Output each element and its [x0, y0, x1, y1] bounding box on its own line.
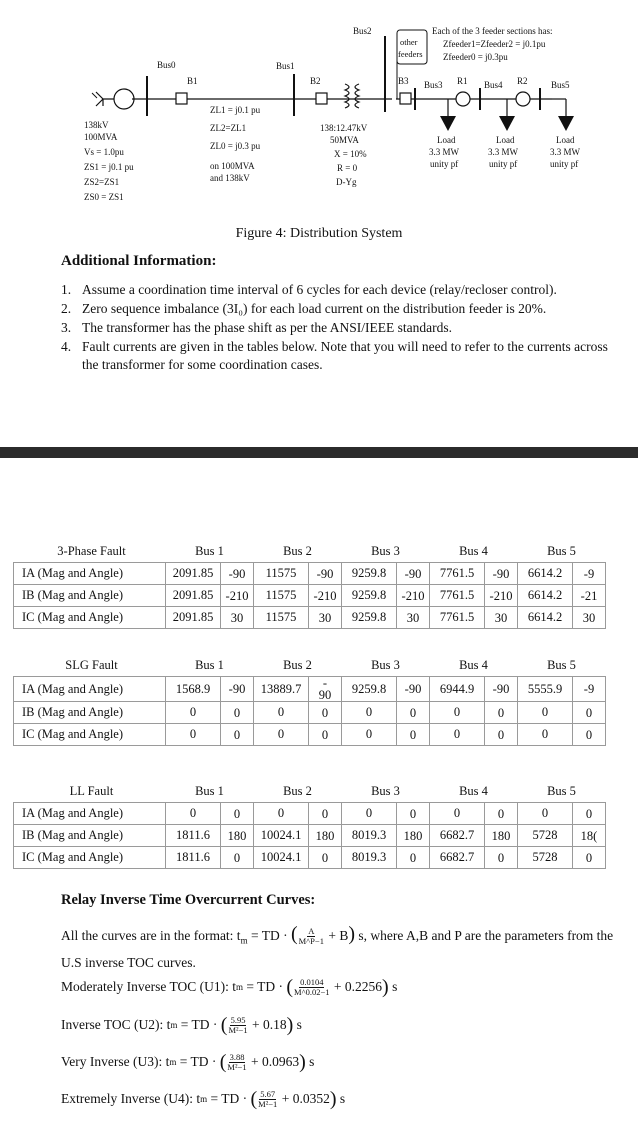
magnitude-cell: 6682.7 [430, 825, 485, 847]
info-item [61, 300, 621, 318]
close-paren: ) [286, 1014, 294, 1036]
magnitude-cell: 6614.2 [518, 585, 573, 607]
recloser-r1-label: R1 [457, 76, 468, 86]
bus-header: Bus 4 [430, 781, 518, 803]
angle-cell: - 90 [309, 677, 342, 702]
fraction-denominator: M^0.02−1 [294, 986, 330, 997]
relay-curves-intro: All the curves are in the format: $t_m$ = TD · ( $\frac{A}{M\^{}P-1}$ + B) s, where A,B and P are the parameters from the U.S inverse TOC curves. [61, 923, 614, 970]
magnitude-cell: 11575 [254, 563, 309, 585]
info-item-text: Fault currents are given in the tables below. Note that you will need to refer to the currents across the transformer for some coordination cases. [82, 339, 608, 372]
additional-info-list [61, 281, 621, 375]
magnitude-cell: 1568.9 [166, 677, 221, 702]
plus-sign: + [330, 979, 345, 994]
plus-sign: + [247, 1054, 262, 1069]
breaker-b3-icon [400, 93, 411, 104]
magnitude-cell: 1811.6 [166, 825, 221, 847]
magnitude-cell: 11575 [254, 585, 309, 607]
angle-cell: -90 [397, 677, 430, 702]
intro-text: All the curves are in the format: t [61, 928, 241, 943]
open-paren: ( [250, 1088, 258, 1110]
info-item-number: 3. [61, 320, 72, 335]
magnitude-cell: 0 [518, 724, 573, 746]
seconds-unit: s [336, 1091, 346, 1106]
magnitude-cell: 0 [430, 803, 485, 825]
curve-fraction [228, 1016, 247, 1035]
curve-fraction [258, 1090, 277, 1109]
angle-cell: 0 [397, 702, 430, 724]
fraction-numerator: 5.67 [260, 1088, 276, 1099]
subscript-m: m [235, 982, 243, 992]
open-paren: ( [220, 1014, 228, 1036]
angle-cell: -210 [221, 585, 254, 607]
bus-header: Bus 1 [166, 541, 254, 563]
bus-header: Bus 2 [254, 781, 342, 803]
angle-cell: -9 [573, 677, 606, 702]
seconds-unit: s [388, 979, 398, 994]
magnitude-cell: 10024.1 [254, 825, 309, 847]
curve-fraction [227, 1053, 246, 1072]
info-item-number: 2. [61, 301, 72, 316]
transformer-icon [345, 84, 359, 108]
table-row [14, 677, 606, 702]
row-label: IB (Mag and Angle) [14, 585, 166, 607]
section-divider [0, 447, 638, 458]
magnitude-cell: 0 [166, 724, 221, 746]
breaker-b1-label: B1 [187, 76, 198, 86]
curve-name: Moderately Inverse TOC (U1): [61, 979, 229, 994]
close-paren: ) [299, 1051, 306, 1073]
angle-cell: -90 [485, 563, 518, 585]
seconds-unit: s [305, 1054, 315, 1069]
bus-header: Bus 1 [166, 781, 254, 803]
bus4-label: Bus4 [484, 80, 503, 90]
table-title: LL Fault [14, 781, 166, 803]
load-arrow-icon [499, 99, 515, 131]
table-row [14, 702, 606, 724]
transformer-param: D-Yg [336, 177, 357, 187]
angle-cell: -21 [573, 585, 606, 607]
angle-cell: 0 [573, 847, 606, 869]
angle-cell: -90 [485, 677, 518, 702]
other-feeders-label: other [400, 37, 418, 47]
load-label: Load [556, 135, 575, 145]
bus-header: Bus 5 [518, 781, 606, 803]
info-item-number: 1. [61, 282, 72, 297]
source-param: ZS1 = j0.1 pu [84, 162, 134, 172]
angle-cell: 0 [397, 724, 430, 746]
fraction-numerator: 0.0104 [300, 976, 324, 987]
angle-cell: 0 [309, 847, 342, 869]
angle-cell: 30 [221, 607, 254, 629]
table-header-row [14, 541, 606, 563]
bus-header: Bus 1 [166, 655, 254, 677]
bus-header: Bus 2 [254, 541, 342, 563]
angle-cell: 180 [221, 825, 254, 847]
table-header-row [14, 781, 606, 803]
close-paren: ) [329, 1088, 337, 1110]
magnitude-cell: 9259.8 [342, 563, 397, 585]
magnitude-cell: 0 [430, 724, 485, 746]
transformer-param: 50MVA [330, 135, 359, 145]
magnitude-cell: 5728 [518, 847, 573, 869]
table-row [14, 847, 606, 869]
table-row [14, 563, 606, 585]
row-label: IC (Mag and Angle) [14, 847, 166, 869]
magnitude-cell: 0 [254, 724, 309, 746]
row-label: IA (Mag and Angle) [14, 677, 166, 702]
subscript-m: m [170, 1020, 178, 1030]
info-item-text: The transformer has the phase shift as per the ANSI/IEEE standards. [82, 320, 453, 335]
equals-td: = TD · [243, 979, 287, 994]
info-item [61, 281, 621, 299]
plus-sign: + [278, 1091, 293, 1106]
row-label: IB (Mag and Angle) [14, 702, 166, 724]
angle-cell: -210 [397, 585, 430, 607]
info-item-text: Assume a coordination time interval of 6 cycles for each device (relay/recloser control). [82, 282, 557, 297]
bus-header: Bus 4 [430, 541, 518, 563]
angle-cell: 0 [309, 724, 342, 746]
relay-curve-row [61, 1049, 314, 1075]
magnitude-cell: 0 [518, 702, 573, 724]
angle-cell: -90 [309, 563, 342, 585]
relay-curve-row [61, 974, 397, 1000]
curve-equation-prefix: t [162, 1054, 170, 1069]
magnitude-cell: 5555.9 [518, 677, 573, 702]
angle-cell: 0 [397, 803, 430, 825]
fraction-numerator: 5.95 [230, 1014, 246, 1025]
angle-cell: 30 [309, 607, 342, 629]
source-param: 100MVA [84, 132, 118, 142]
angle-cell: 0 [221, 702, 254, 724]
angle-cell: 30 [573, 607, 606, 629]
angle-cell: 0 [221, 803, 254, 825]
breaker-b2-icon [316, 93, 327, 104]
intro-text: s, where A,B and P are the parameters from the U.S inverse TOC curves. [61, 928, 614, 970]
ll-fault-table [13, 781, 606, 869]
magnitude-cell: 0 [518, 803, 573, 825]
load-label: Load [437, 135, 456, 145]
table-title: SLG Fault [14, 655, 166, 677]
load-label: unity pf [489, 159, 518, 169]
angle-cell: 0 [573, 803, 606, 825]
other-feeders-label: feeders [398, 49, 423, 59]
additional-info-title: Additional Information: [61, 253, 217, 269]
breaker-b3-label: B3 [398, 76, 409, 86]
source-param: ZS0 = ZS1 [84, 192, 124, 202]
angle-cell: 0 [573, 702, 606, 724]
close-paren: ) [382, 976, 389, 998]
plus-sign: + [248, 1017, 263, 1032]
feeder-note: Zfeeder1=Zfeeder2 = j0.1pu [443, 39, 546, 49]
magnitude-cell: 2091.85 [166, 607, 221, 629]
magnitude-cell: 5728 [518, 825, 573, 847]
source-param: Vs = 1.0pu [84, 147, 124, 157]
load-arrow-icon [552, 99, 574, 131]
curve-equation-prefix: t [163, 1017, 171, 1032]
recloser-r2-icon [516, 92, 530, 106]
magnitude-cell: 0 [430, 702, 485, 724]
angle-cell: 0 [485, 702, 518, 724]
load-label: Load [496, 135, 515, 145]
line-param: ZL1 = j0.1 pu [210, 105, 261, 115]
table-row [14, 803, 606, 825]
bus-header: Bus 5 [518, 655, 606, 677]
angle-cell: 180 [485, 825, 518, 847]
row-label: IA (Mag and Angle) [14, 563, 166, 585]
subscript-m: m [169, 1057, 177, 1067]
fraction-denominator: M^P−1 [298, 936, 324, 947]
load-label: 3.3 MW [488, 147, 518, 157]
row-label: IC (Mag and Angle) [14, 724, 166, 746]
curve-equation-prefix: t [192, 1091, 201, 1106]
fraction-denominator: M²−1 [258, 1098, 278, 1109]
angle-cell: 0 [397, 847, 430, 869]
transformer-param: X = 10% [334, 149, 367, 159]
breaker-b2-label: B2 [310, 76, 321, 86]
magnitude-cell: 6682.7 [430, 847, 485, 869]
magnitude-cell: 11575 [254, 607, 309, 629]
general-b: B [339, 928, 349, 943]
distribution-system-diagram [0, 0, 638, 225]
curve-b-value: 0.0963 [261, 1054, 300, 1069]
bus-header: Bus 4 [430, 655, 518, 677]
curve-b-value: 0.18 [262, 1017, 287, 1032]
magnitude-cell: 7761.5 [430, 585, 485, 607]
equals-td: = TD · [177, 1017, 221, 1032]
fraction-numerator: 3.88 [229, 1051, 245, 1062]
relay-curves-title: Relay Inverse Time Overcurrent Curves: [61, 892, 316, 908]
bus5-label: Bus5 [551, 80, 570, 90]
info-item [61, 319, 621, 337]
angle-cell: 0 [221, 847, 254, 869]
row-label: IC (Mag and Angle) [14, 607, 166, 629]
load-label: 3.3 MW [550, 147, 580, 157]
magnitude-cell: 6614.2 [518, 563, 573, 585]
curve-b-value: 0.0352 [292, 1091, 330, 1106]
line-param: ZL0 = j0.3 pu [210, 141, 261, 151]
angle-cell: 0 [573, 724, 606, 746]
angle-cell: 180 [397, 825, 430, 847]
source-param: 138kV [84, 120, 109, 130]
line-param: and 138kV [210, 173, 250, 183]
fraction-numerator: A [308, 926, 315, 937]
table-row [14, 585, 606, 607]
magnitude-cell: 0 [342, 803, 397, 825]
info-item-text: Zero sequence imbalance (3I₀) for each load current on the distribution feeder is 20%. [82, 301, 547, 316]
magnitude-cell: 0 [254, 803, 309, 825]
bus2-label: Bus2 [353, 26, 372, 36]
bus0-label: Bus0 [157, 60, 176, 70]
table-title: 3-Phase Fault [14, 541, 166, 563]
magnitude-cell: 6944.9 [430, 677, 485, 702]
magnitude-cell: 0 [342, 702, 397, 724]
recloser-r2-label: R2 [517, 76, 528, 86]
magnitude-cell: 0 [254, 702, 309, 724]
magnitude-cell: 7761.5 [430, 563, 485, 585]
angle-cell: 30 [485, 607, 518, 629]
line-param: ZL2=ZL1 [210, 123, 247, 133]
bus-header: Bus 3 [342, 781, 430, 803]
transformer-param: R = 0 [337, 163, 358, 173]
magnitude-cell: 6614.2 [518, 607, 573, 629]
magnitude-cell: 0 [342, 724, 397, 746]
angle-cell: 0 [221, 724, 254, 746]
angle-cell: 18( [573, 825, 606, 847]
bus-header: Bus 5 [518, 541, 606, 563]
magnitude-cell: 10024.1 [254, 847, 309, 869]
row-label: IB (Mag and Angle) [14, 825, 166, 847]
bus1-label: Bus1 [276, 61, 295, 71]
feeder-note: Each of the 3 feeder sections has: [432, 26, 553, 36]
magnitude-cell: 8019.3 [342, 825, 397, 847]
magnitude-cell: 9259.8 [342, 677, 397, 702]
load-label: unity pf [430, 159, 459, 169]
magnitude-cell: 2091.85 [166, 585, 221, 607]
breaker-b1-icon [176, 93, 187, 104]
info-item [61, 338, 621, 374]
equals-td: = TD · [176, 1054, 220, 1069]
table-row [14, 607, 606, 629]
curve-name: Inverse TOC (U2): [61, 1017, 164, 1032]
equals-td: = TD · [207, 1091, 251, 1106]
angle-cell: -210 [485, 585, 518, 607]
bus-header: Bus 3 [342, 655, 430, 677]
angle-cell: -9 [573, 563, 606, 585]
relay-curve-row [61, 1086, 345, 1112]
table-row [14, 724, 606, 746]
magnitude-cell: 0 [166, 803, 221, 825]
source-param: ZS2=ZS1 [84, 177, 120, 187]
curve-equation-prefix: t [228, 979, 236, 994]
three-phase-fault-table [13, 541, 606, 629]
table-header-row [14, 655, 606, 677]
bus-header: Bus 3 [342, 541, 430, 563]
bus3-label: Bus3 [424, 80, 443, 90]
open-paren: ( [286, 976, 294, 998]
info-item-number: 4. [61, 339, 72, 354]
load-label: unity pf [550, 159, 579, 169]
angle-cell: -90 [397, 563, 430, 585]
recloser-r1-icon [456, 92, 470, 106]
load-label: 3.3 MW [429, 147, 459, 157]
bus-header: Bus 2 [254, 655, 342, 677]
fraction-denominator: M²−1 [227, 1061, 247, 1072]
general-fraction [299, 927, 324, 946]
figure-caption: Figure 4: Distribution System [235, 226, 403, 241]
fraction-denominator: M²−1 [228, 1024, 248, 1035]
feeder-note: Zfeeder0 = j0.3pu [443, 52, 508, 62]
row-label: IA (Mag and Angle) [14, 803, 166, 825]
angle-cell: -210 [309, 585, 342, 607]
magnitude-cell: 9259.8 [342, 607, 397, 629]
magnitude-cell: 9259.8 [342, 585, 397, 607]
open-paren: ( [219, 1051, 227, 1073]
curve-fraction [294, 978, 329, 997]
load-arrow-icon [440, 99, 456, 131]
magnitude-cell: 8019.3 [342, 847, 397, 869]
angle-cell: 0 [485, 803, 518, 825]
angle-cell: 0 [485, 847, 518, 869]
angle-cell: 0 [309, 702, 342, 724]
magnitude-cell: 7761.5 [430, 607, 485, 629]
seconds-unit: s [293, 1017, 302, 1032]
angle-cell: 0 [485, 724, 518, 746]
line-param: on 100MVA [210, 161, 255, 171]
magnitude-cell: 1811.6 [166, 847, 221, 869]
transformer-param: 138:12.47kV [320, 123, 368, 133]
curve-b-value: 0.2256 [344, 979, 383, 994]
angle-cell: -90 [221, 677, 254, 702]
curve-name: Extremely Inverse (U4): [61, 1091, 193, 1106]
angle-cell: 180 [309, 825, 342, 847]
table-row [14, 825, 606, 847]
generator-icon [92, 89, 134, 109]
curve-name: Very Inverse (U3): [61, 1054, 163, 1069]
magnitude-cell: 0 [166, 702, 221, 724]
slg-fault-table [13, 655, 606, 746]
relay-curve-row [61, 1012, 302, 1038]
angle-cell: 0 [309, 803, 342, 825]
angle-cell: 30 [397, 607, 430, 629]
magnitude-cell: 2091.85 [166, 563, 221, 585]
subscript-m: m [200, 1094, 208, 1104]
angle-cell: -90 [221, 563, 254, 585]
magnitude-cell: 13889.7 [254, 677, 309, 702]
